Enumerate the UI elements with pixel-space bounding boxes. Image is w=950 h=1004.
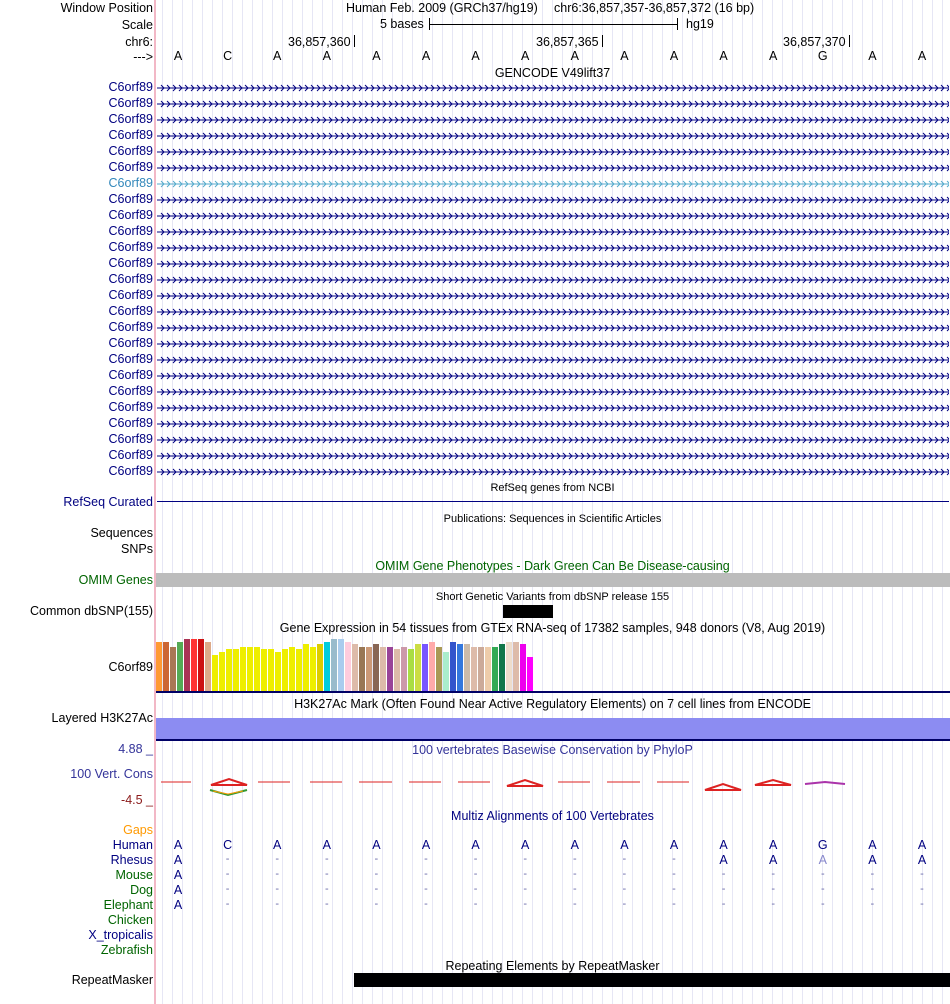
ruler-tick-3: 36,857,370 (783, 35, 846, 49)
gtex-tissue-bar[interactable] (247, 647, 253, 691)
alignment-base: - (473, 853, 478, 865)
gtex-tissue-bar[interactable] (492, 647, 498, 691)
base-letter: A (421, 49, 431, 63)
alignment-base: A (173, 853, 183, 867)
omim-bar[interactable] (156, 573, 950, 587)
alignment-base: A (868, 853, 877, 867)
gtex-tissue-bar[interactable] (317, 644, 323, 691)
gtex-tissue-bar[interactable] (352, 644, 358, 691)
alignment-base: - (324, 883, 329, 895)
gtex-tissue-bar[interactable] (296, 649, 302, 691)
scale-text: 5 bases (380, 17, 424, 31)
species-label[interactable]: Mouse (115, 868, 153, 882)
alignment-base: - (473, 868, 478, 880)
alignment-base: - (572, 883, 577, 895)
ruler-tick-mark-2 (602, 35, 603, 47)
gencode-gene-label[interactable]: C6orf89 (108, 336, 153, 350)
ruler-tick-1: 36,857,360 (288, 35, 351, 49)
alignment-base: A (372, 838, 381, 852)
gtex-tissue-bar[interactable] (527, 657, 533, 691)
gencode-gene-label[interactable]: C6orf89 (108, 432, 153, 446)
conservation-label[interactable]: 100 Vert. Cons (70, 767, 153, 781)
repeatmasker-label[interactable]: RepeatMasker (71, 973, 153, 987)
gencode-transcript[interactable] (157, 164, 949, 172)
alignment-base: - (225, 883, 230, 895)
alignment-base: A (818, 853, 827, 867)
alignment-base: - (672, 853, 676, 865)
gtex-tissue-bar[interactable] (198, 639, 204, 691)
gtex-tissue-bar[interactable] (464, 644, 470, 691)
gtex-tissue-bar[interactable] (359, 647, 365, 691)
gencode-transcript[interactable] (157, 148, 949, 156)
ruler-tick-mark-1 (354, 35, 355, 47)
gtex-tissue-bar[interactable] (205, 642, 211, 691)
gtex-tissue-bar[interactable] (429, 642, 435, 691)
alignment-base: - (721, 883, 726, 895)
alignment-base: - (721, 868, 726, 880)
alignment-base: - (870, 883, 875, 895)
species-label[interactable]: Human (112, 838, 153, 852)
base-letter: A (769, 49, 778, 63)
alignment-base: A (173, 883, 183, 897)
gtex-tissue-bar[interactable] (373, 644, 379, 691)
alignment-base: - (870, 898, 875, 910)
h3k27ac-baseline (156, 739, 950, 741)
h3k27ac-label[interactable]: Layered H3K27Ac (51, 711, 153, 725)
gencode-transcript[interactable] (157, 180, 949, 188)
gencode-transcript[interactable] (157, 292, 949, 300)
alignment-base: - (920, 898, 924, 910)
gtex-label[interactable]: C6orf89 (108, 660, 153, 674)
alignment-base: - (275, 883, 280, 895)
alignment-base: A (868, 838, 877, 852)
refseq-line[interactable] (157, 501, 949, 502)
alignment-base: - (225, 868, 230, 880)
gtex-tissue-bar[interactable] (520, 644, 526, 691)
alignment-base: - (622, 898, 627, 910)
base-letter: A (719, 49, 728, 63)
gencode-gene-label[interactable]: C6orf89 (108, 272, 153, 286)
alignment-base: A (917, 853, 927, 867)
gencode-transcript[interactable] (157, 420, 949, 428)
gencode-transcript[interactable] (157, 468, 949, 476)
h3k27ac-title: H3K27Ac Mark (Often Found Near Active Regulatory Elements) on 7 cell lines from ENCODE (294, 697, 811, 711)
gtex-tissue-bar[interactable] (394, 649, 400, 691)
gencode-transcript[interactable] (157, 356, 949, 364)
h3k27ac-signal[interactable] (156, 718, 950, 740)
gencode-transcript[interactable] (157, 404, 949, 412)
gencode-gene-label[interactable]: C6orf89 (108, 144, 153, 158)
alignment-base: A (521, 838, 530, 852)
gtex-tissue-bar[interactable] (191, 639, 197, 691)
alignment-base: - (324, 868, 329, 880)
alignment-base: A (273, 838, 282, 852)
alignment-base: - (424, 868, 428, 880)
gencode-gene-label[interactable]: C6orf89 (108, 384, 153, 398)
alignment-base: A (620, 838, 629, 852)
conservation-plot[interactable] (155, 776, 950, 798)
alignment-base: - (523, 853, 528, 865)
gtex-tissue-bar[interactable] (485, 647, 491, 691)
alignment-base: - (771, 868, 776, 880)
alignment-base: A (719, 853, 728, 867)
gtex-tissue-bar[interactable] (219, 652, 225, 691)
alignment-base: - (771, 883, 776, 895)
gencode-transcript[interactable] (157, 244, 949, 252)
alignment-base: A (421, 838, 431, 852)
base-letter: C (223, 49, 233, 63)
gencode-transcript[interactable] (157, 228, 949, 236)
alignment-base: - (672, 883, 676, 895)
base-letter: A (471, 49, 480, 63)
gencode-gene-label[interactable]: C6orf89 (108, 112, 153, 126)
window-position-label: Window Position (60, 1, 153, 15)
gtex-tissue-bar[interactable] (289, 647, 295, 691)
alignment-base: - (374, 853, 379, 865)
alignment-base: A (471, 838, 480, 852)
gtex-tissue-bar[interactable] (275, 652, 281, 691)
gtex-tissue-bar[interactable] (443, 652, 449, 691)
scale-label: Scale (121, 18, 153, 32)
dbsnp-title: Short Genetic Variants from dbSNP release 155 (435, 591, 670, 603)
gencode-gene-label[interactable]: C6orf89 (108, 192, 153, 206)
gencode-transcript[interactable] (157, 340, 949, 348)
gtex-tissue-bar[interactable] (324, 642, 330, 691)
alignment-base: - (523, 898, 528, 910)
repeatmasker-title: Repeating Elements by RepeatMasker (445, 959, 660, 973)
gencode-transcript[interactable] (157, 196, 949, 204)
strand-label: ---> (133, 50, 153, 64)
base-letter: A (917, 49, 927, 63)
gencode-gene-label[interactable]: C6orf89 (108, 208, 153, 222)
gencode-gene-label[interactable]: C6orf89 (108, 304, 153, 318)
alignment-base: - (672, 868, 676, 880)
alignment-base: A (769, 838, 778, 852)
gtex-tissue-bar[interactable] (471, 647, 477, 691)
alignment-base: - (424, 898, 428, 910)
ruler-tick-2: 36,857,365 (536, 35, 599, 49)
gtex-tissue-bar[interactable] (163, 642, 169, 691)
gtex-tissue-bar[interactable] (499, 644, 505, 691)
alignment-base: C (223, 838, 233, 852)
alignment-base: - (374, 883, 379, 895)
gencode-title: GENCODE V49lift37 (494, 66, 611, 80)
gencode-gene-label[interactable]: C6orf89 (108, 128, 153, 142)
gtex-tissue-bar[interactable] (254, 647, 260, 691)
gencode-gene-label[interactable]: C6orf89 (108, 400, 153, 414)
gtex-tissue-bar[interactable] (506, 642, 512, 691)
alignment-base: - (424, 853, 428, 865)
gtex-tissue-bar[interactable] (408, 649, 414, 691)
gtex-tissue-bar[interactable] (380, 647, 386, 691)
gencode-transcript[interactable] (157, 276, 949, 284)
alignment-base: A (570, 838, 579, 852)
gencode-gene-label[interactable]: C6orf89 (108, 256, 153, 270)
base-letter: A (620, 49, 629, 63)
gencode-gene-label[interactable]: C6orf89 (108, 224, 153, 238)
alignment-base: - (275, 898, 280, 910)
alignment-base: - (572, 898, 577, 910)
gencode-gene-label[interactable]: C6orf89 (108, 160, 153, 174)
gtex-tissue-bar[interactable] (212, 655, 218, 691)
gtex-tissue-bar[interactable] (156, 642, 162, 691)
assembly-title: Human Feb. 2009 (GRCh37/hg19) (346, 1, 538, 15)
alignment-base: - (324, 853, 329, 865)
gencode-transcript[interactable] (157, 132, 949, 140)
alignment-base: - (672, 898, 676, 910)
gtex-tissue-bar[interactable] (450, 642, 456, 691)
multiz-title: Multiz Alignments of 100 Vertebrates (451, 809, 654, 823)
alignment-base: A (173, 898, 183, 912)
scale-db: hg19 (686, 17, 714, 31)
gencode-gene-label[interactable]: C6orf89 (108, 368, 153, 382)
gtex-tissue-bar[interactable] (387, 647, 393, 691)
species-label[interactable]: X_tropicalis (88, 928, 153, 942)
ruler-tick-mark-3 (849, 35, 850, 47)
refseq-label[interactable]: RefSeq Curated (63, 495, 153, 509)
alignment-base: - (622, 868, 627, 880)
alignment-base: - (870, 868, 875, 880)
base-letter: A (868, 49, 877, 63)
gtex-title: Gene Expression in 54 tissues from GTEx RNA-seq of 17382 samples, 948 donors (V8, Aug 2019) (279, 621, 826, 635)
alignment-base: - (473, 898, 478, 910)
gencode-transcript[interactable] (157, 324, 949, 332)
multiz-gaps-label[interactable]: Gaps (123, 823, 153, 837)
alignment-base: A (769, 853, 778, 867)
alignment-base: - (721, 898, 726, 910)
base-letter: A (521, 49, 530, 63)
conservation-min: -4.5 _ (121, 793, 153, 807)
alignment-base: - (424, 883, 428, 895)
alignment-base: A (173, 868, 183, 882)
gencode-gene-label[interactable]: C6orf89 (108, 320, 153, 334)
alignment-base: - (324, 898, 329, 910)
gencode-gene-label[interactable]: C6orf89 (108, 464, 153, 478)
repeatmasker-element[interactable] (354, 973, 950, 987)
gencode-transcript[interactable] (157, 260, 949, 268)
alignment-base: - (374, 898, 379, 910)
base-letter: A (322, 49, 331, 63)
base-letter: A (372, 49, 381, 63)
gencode-gene-label[interactable]: C6orf89 (108, 352, 153, 366)
omim-title: OMIM Gene Phenotypes - Dark Green Can Be Disease-causing (375, 559, 730, 573)
publications-label[interactable]: Sequences (90, 526, 153, 540)
gtex-tissue-bar[interactable] (226, 649, 232, 691)
gtex-tissue-bar[interactable] (233, 649, 239, 691)
gtex-tissue-bar[interactable] (338, 639, 344, 691)
alignment-base: G (817, 838, 828, 852)
gtex-tissue-bar[interactable] (170, 647, 176, 691)
alignment-base: - (572, 853, 577, 865)
publications-title: Publications: Sequences in Scientific Articles (443, 513, 662, 525)
gtex-tissue-bar[interactable] (366, 647, 372, 691)
base-letter: A (273, 49, 282, 63)
gencode-transcript[interactable] (157, 116, 949, 124)
gtex-tissue-bar[interactable] (261, 649, 267, 691)
gencode-gene-label[interactable]: C6orf89 (108, 416, 153, 430)
gtex-tissue-bar[interactable] (268, 649, 274, 691)
gtex-tissue-bar[interactable] (401, 647, 407, 691)
gencode-transcript[interactable] (157, 372, 949, 380)
alignment-base: - (920, 868, 924, 880)
alignment-base: A (669, 838, 679, 852)
alignment-base: - (820, 883, 825, 895)
species-label[interactable]: Elephant (103, 898, 153, 912)
species-label[interactable]: Rhesus (110, 853, 153, 867)
gencode-transcript[interactable] (157, 308, 949, 316)
alignment-base: A (719, 838, 728, 852)
gencode-transcript[interactable] (157, 436, 949, 444)
gencode-transcript[interactable] (157, 84, 949, 92)
gtex-tissue-bar[interactable] (184, 639, 190, 691)
alignment-base: - (572, 868, 577, 880)
gencode-transcript[interactable] (157, 388, 949, 396)
gencode-gene-label[interactable]: C6orf89 (108, 96, 153, 110)
alignment-base: - (473, 883, 478, 895)
base-letter: A (173, 49, 183, 63)
alignment-base: - (622, 853, 627, 865)
alignment-base: - (374, 868, 379, 880)
alignment-base: - (771, 898, 776, 910)
gencode-gene-label[interactable]: C6orf89 (108, 176, 153, 190)
snps-label[interactable]: SNPs (121, 542, 153, 556)
omim-label[interactable]: OMIM Genes (78, 573, 153, 587)
conservation-max: 4.88 _ (118, 742, 153, 756)
alignment-base: - (225, 898, 230, 910)
gencode-gene-label[interactable]: C6orf89 (108, 240, 153, 254)
alignment-base: A (173, 838, 183, 852)
refseq-title: RefSeq genes from NCBI (490, 482, 615, 494)
alignment-base: - (622, 883, 627, 895)
gencode-gene-label[interactable]: C6orf89 (108, 448, 153, 462)
position-range: chr6:36,857,357-36,857,372 (16 bp) (554, 1, 755, 15)
gtex-tissue-bar[interactable] (415, 644, 421, 691)
gtex-tissue-bar[interactable] (478, 647, 484, 691)
alignment-base: - (920, 883, 924, 895)
alignment-base: A (917, 838, 927, 852)
alignment-base: A (322, 838, 331, 852)
dbsnp-variant[interactable] (503, 605, 553, 618)
alignment-base: - (275, 853, 280, 865)
gtex-tissue-bar[interactable] (513, 642, 519, 691)
base-letter: G (817, 49, 828, 63)
alignment-base: - (820, 868, 825, 880)
alignment-base: - (523, 868, 528, 880)
gencode-gene-label[interactable]: C6orf89 (108, 80, 153, 94)
species-label[interactable]: Chicken (107, 913, 153, 927)
gtex-tissue-bar[interactable] (331, 639, 337, 691)
alignment-base: - (275, 868, 280, 880)
gencode-transcript[interactable] (157, 212, 949, 220)
species-label[interactable]: Zebrafish (100, 943, 153, 957)
gtex-tissue-bar[interactable] (282, 649, 288, 691)
gtex-tissue-bar[interactable] (177, 642, 183, 691)
gencode-transcript[interactable] (157, 100, 949, 108)
base-letter: A (570, 49, 579, 63)
scale-bar (429, 24, 677, 25)
alignment-base: - (225, 853, 230, 865)
gtex-tissue-bar[interactable] (436, 647, 442, 691)
gtex-tissue-bar[interactable] (240, 647, 246, 691)
scale-bar-right (677, 18, 678, 30)
gtex-tissue-bar[interactable] (457, 644, 463, 691)
label-divider (154, 0, 156, 1004)
gtex-baseline (156, 691, 950, 693)
gtex-tissue-bar[interactable] (303, 644, 309, 691)
gencode-gene-label[interactable]: C6orf89 (108, 288, 153, 302)
alignment-base: - (820, 898, 825, 910)
chrom-label: chr6: (125, 35, 153, 49)
species-label[interactable]: Dog (130, 883, 153, 897)
gencode-transcript[interactable] (157, 452, 949, 460)
gtex-tissue-bar[interactable] (345, 642, 351, 691)
dbsnp-label[interactable]: Common dbSNP(155) (30, 604, 153, 618)
alignment-base: - (523, 883, 528, 895)
gtex-tissue-bar[interactable] (310, 647, 316, 691)
gtex-tissue-bar[interactable] (422, 644, 428, 691)
base-letter: A (669, 49, 679, 63)
conservation-title: 100 vertebrates Basewise Conservation by PhyloP (412, 743, 693, 757)
